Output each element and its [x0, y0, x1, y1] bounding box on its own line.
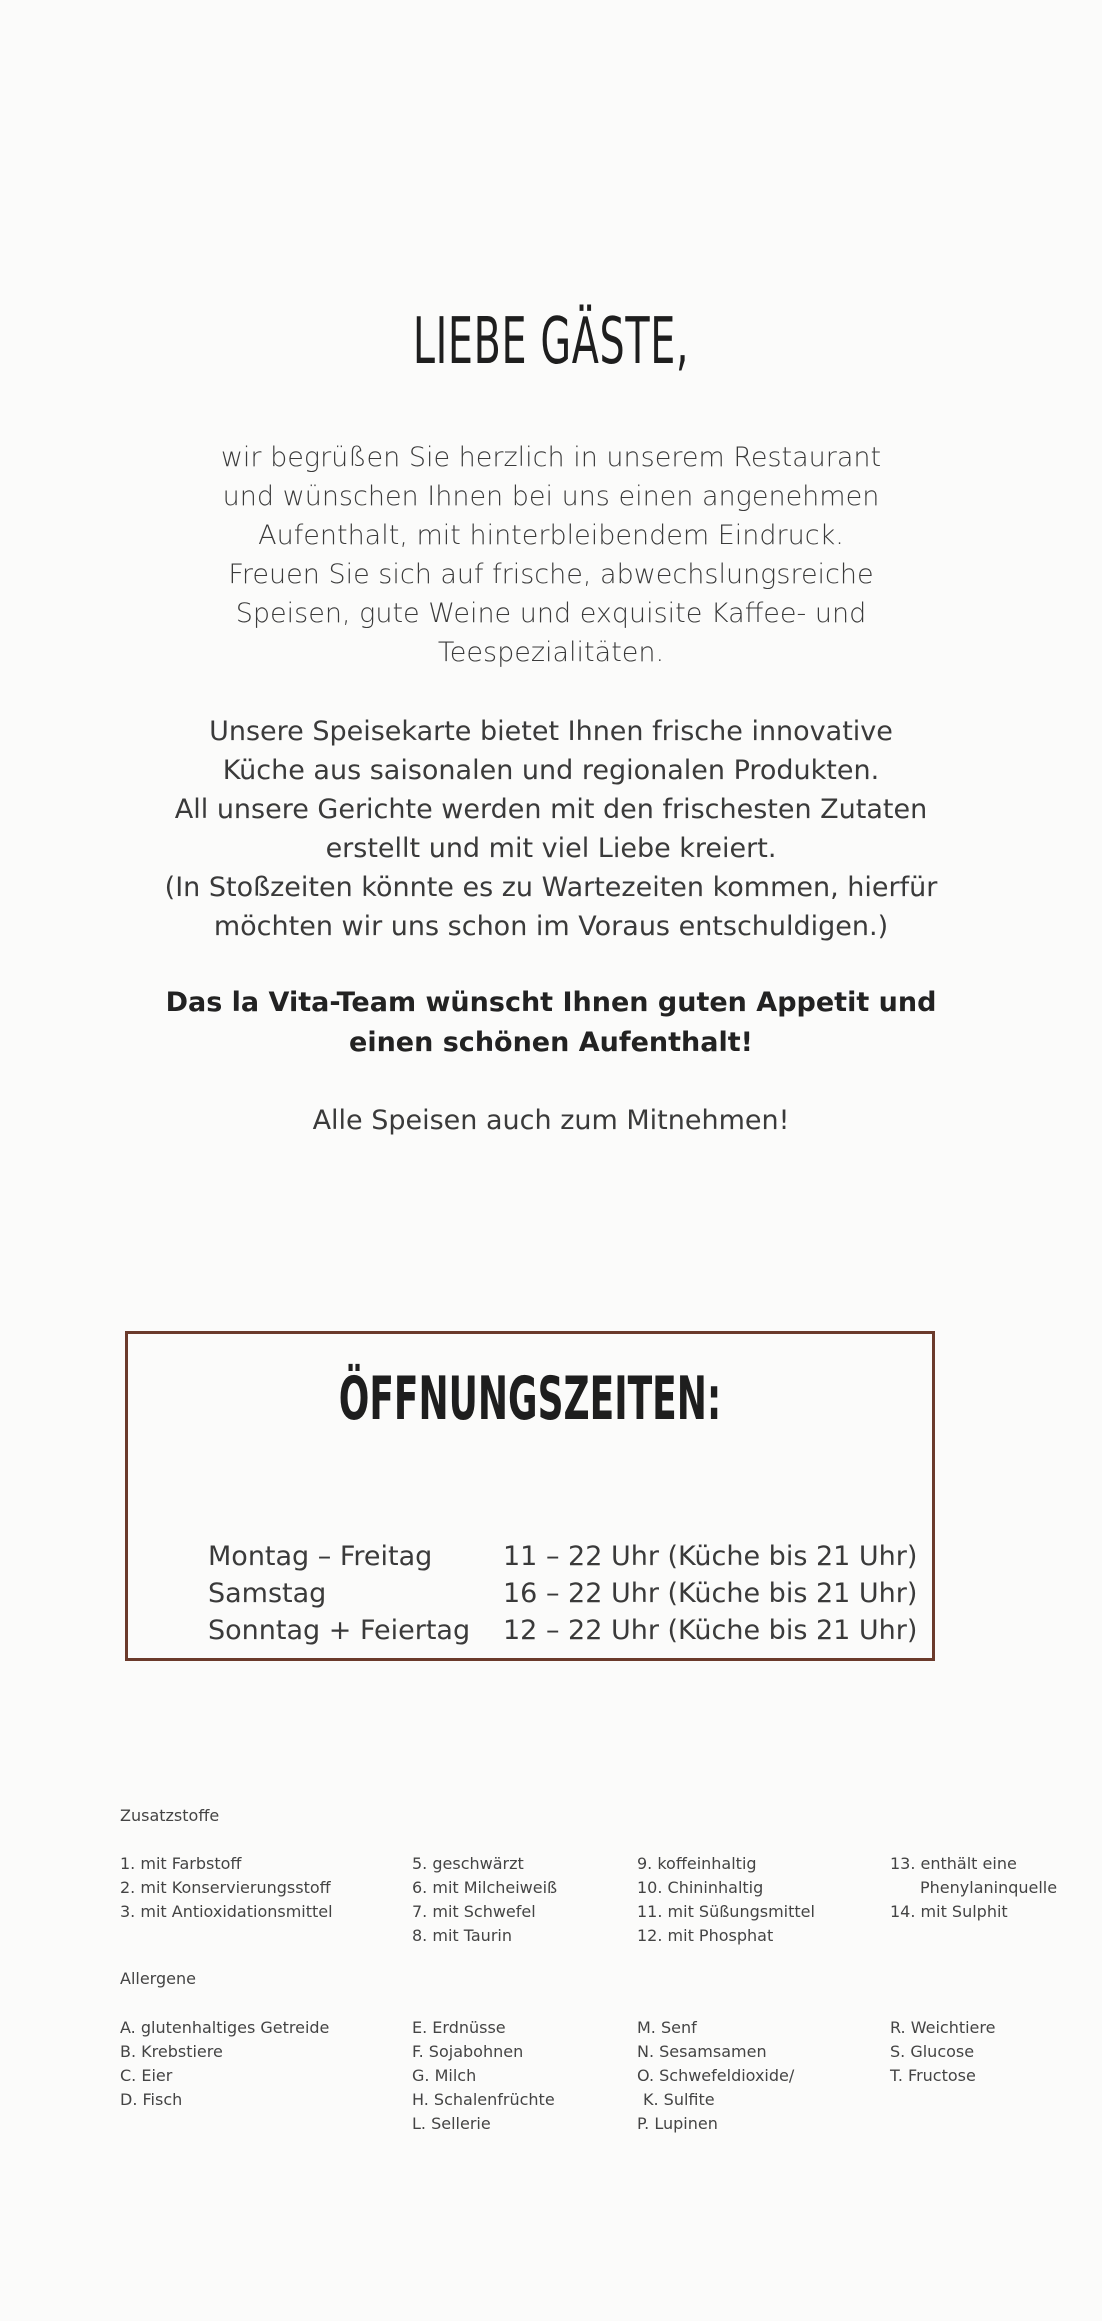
menu-line: Küche aus saisonalen und regionalen Produkten. — [222, 755, 880, 786]
menu-line: Unsere Speisekarte bietet Ihnen frische innovative — [209, 716, 893, 747]
hours-day: Montag – Freitag — [208, 1541, 433, 1572]
additives-column-1 — [120, 1852, 333, 1924]
team-message — [0, 983, 1102, 1063]
allergen-item: B. Krebstiere — [120, 2042, 223, 2061]
allergen-item: D. Fisch — [120, 2090, 183, 2109]
allergen-item: R. Weichtiere — [890, 2018, 996, 2037]
allergen-item: K. Sulfite — [643, 2090, 715, 2109]
additive-item: 5. geschwärzt — [412, 1854, 524, 1873]
allergens-column-2 — [412, 2016, 555, 2136]
menu-line: möchten wir uns schon im Voraus entschuldigen.) — [213, 911, 889, 942]
additive-item: 2. mit Konservierungsstoff — [120, 1878, 331, 1897]
opening-hours-title: ÖFFNUNGSZEITEN: — [338, 1364, 722, 1434]
additive-item: 8. mit Taurin — [412, 1926, 512, 1945]
hours-day: Samstag — [208, 1578, 327, 1609]
hours-time: 11 – 22 Uhr (Küche bis 21 Uhr) — [503, 1541, 918, 1572]
additive-item: 1. mit Farbstoff — [120, 1854, 242, 1873]
allergen-item: O. Schwefeldioxide/ — [637, 2066, 795, 2085]
additive-item: 12. mit Phosphat — [637, 1926, 774, 1945]
allergen-item: M. Senf — [637, 2018, 697, 2037]
intro-line: wir begrüßen Sie herzlich in unserem Restaurant — [220, 442, 882, 473]
additive-item: 9. koffeinhaltig — [637, 1854, 757, 1873]
allergen-item: E. Erdnüsse — [412, 2018, 506, 2037]
welcome-paragraph — [0, 438, 1102, 672]
allergen-item: C. Eier — [120, 2066, 173, 2085]
additive-item: 14. mit Sulphit — [890, 1902, 1008, 1921]
allergens-label: Allergene — [120, 1969, 196, 1988]
allergen-item: T. Fructose — [890, 2066, 976, 2085]
team-line: Das la Vita-Team wünscht Ihnen guten Appetit und — [165, 987, 937, 1018]
additive-item: 6. mit Milcheiweiß — [412, 1878, 558, 1897]
page-title: LIEBE GÄSTE, — [412, 305, 690, 379]
allergen-item: S. Glucose — [890, 2042, 975, 2061]
additive-item: 7. mit Schwefel — [412, 1902, 536, 1921]
allergen-item: A. glutenhaltiges Getreide — [120, 2018, 330, 2037]
additive-item: Phenylaninquelle — [920, 1878, 1058, 1897]
allergen-item: F. Sojabohnen — [412, 2042, 524, 2061]
hours-day: Sonntag + Feiertag — [208, 1615, 471, 1646]
menu-line: erstellt und mit viel Liebe kreiert. — [325, 833, 777, 864]
allergen-item: G. Milch — [412, 2066, 477, 2085]
intro-line: Aufenthalt, mit hinterbleibendem Eindruck. — [258, 520, 844, 551]
additive-item: 3. mit Antioxidationsmittel — [120, 1902, 333, 1921]
menu-line: All unsere Gerichte werden mit den frischesten Zutaten — [174, 794, 928, 825]
menu-paragraph — [0, 712, 1102, 946]
allergen-item: H. Schalenfrüchte — [412, 2090, 555, 2109]
additives-column-4 — [890, 1852, 1057, 1924]
team-line: einen schönen Aufenthalt! — [349, 1027, 753, 1058]
allergens-column-1 — [120, 2016, 329, 2112]
additives-column-2 — [412, 1852, 557, 1948]
additive-item: 11. mit Süßungsmittel — [637, 1902, 815, 1921]
allergens-column-3 — [637, 2016, 794, 2136]
allergen-item: P. Lupinen — [637, 2114, 718, 2133]
additive-item: 10. Chininhaltig — [637, 1878, 764, 1897]
hours-time: 16 – 22 Uhr (Küche bis 21 Uhr) — [503, 1578, 918, 1609]
hours-time: 12 – 22 Uhr (Küche bis 21 Uhr) — [503, 1615, 918, 1646]
menu-line: (In Stoßzeiten könnte es zu Wartezeiten kommen, hierfür — [164, 872, 938, 903]
additive-item: 13. enthält eine — [890, 1854, 1017, 1873]
opening-hours-box — [125, 1331, 935, 1661]
intro-line: Freuen Sie sich auf frische, abwechslungsreiche — [228, 559, 874, 590]
intro-line: Teespezialitäten. — [437, 637, 665, 668]
intro-line: und wünschen Ihnen bei uns einen angenehmen — [222, 481, 880, 512]
allergens-column-4 — [890, 2016, 995, 2088]
allergen-item: L. Sellerie — [412, 2114, 491, 2133]
intro-line: Speisen, gute Weine und exquisite Kaffee- und — [235, 598, 867, 629]
additives-label: Zusatzstoffe — [120, 1806, 220, 1825]
additives-column-3 — [637, 1852, 815, 1948]
allergen-item: N. Sesamsamen — [637, 2042, 767, 2061]
takeaway-note: Alle Speisen auch zum Mitnehmen! — [312, 1105, 790, 1136]
